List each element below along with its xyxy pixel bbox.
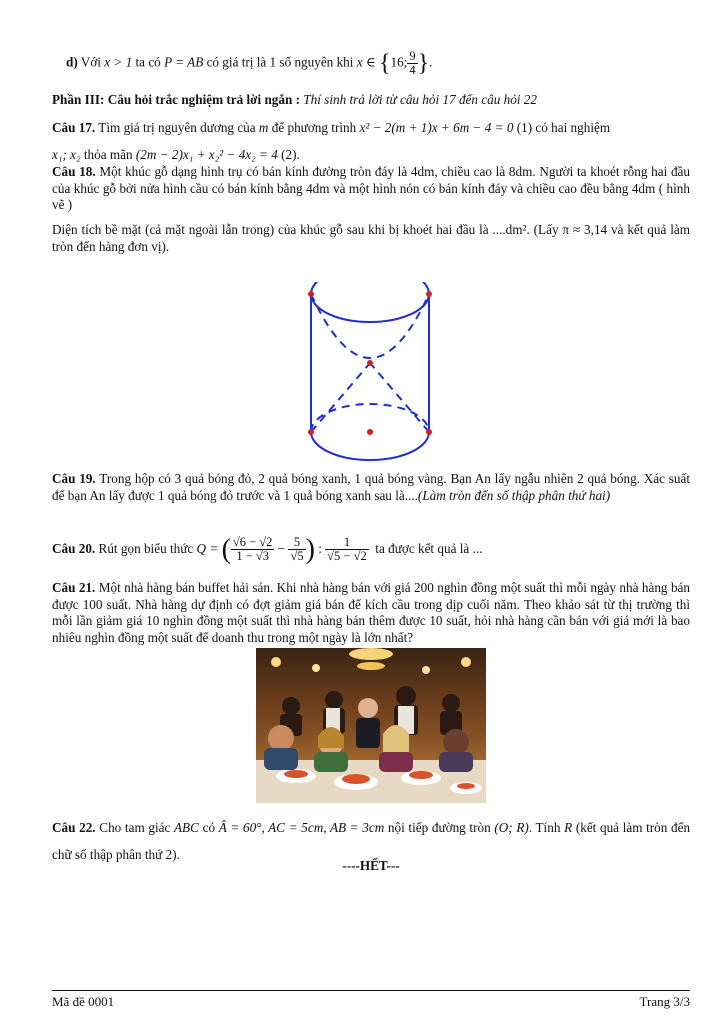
question-20: Câu 20. Rút gọn biểu thức Q = ( $\frac{√6 - √2}{1 - √3}$ − $\frac{5}{√5}$ ) : $\frac{1}{√5 - √2}$ ta được kết quả là ... (52, 533, 483, 565)
q20-label: Câu 20. (52, 541, 96, 556)
d-text2: ta có (135, 54, 161, 70)
cone-left (311, 363, 370, 432)
part3-heading (52, 92, 690, 109)
restaurant-illustration (256, 648, 486, 803)
q20-lhs: Q = (196, 541, 219, 556)
question-21 (52, 580, 690, 646)
q18-text: Một khúc gỗ dạng hình trụ có bán kính đường tròn đáy là 4dm, chiều cao là 8dm. Người ta khoét rỗng hai đầu của khúc gỗ bởi nửa hình cầu có bán kính bằng 4dm và một hình nón có bán kính đáy và chiều cao đều bằng 4dm ( hình vẽ ) (52, 164, 691, 212)
point-apex (367, 360, 373, 366)
q20-frac2: $\frac{5}{√5}$ (290, 535, 304, 564)
q17-text1: Tìm giá trị nguyên dương của (98, 120, 256, 135)
q21-text: Một nhà hàng bán buffet hải sản. Khi nhà hàng bán với giá 200 nghìn đồng một suất thì mỗi ngày nhà hàng bán được 100 suất. Nhà hàng dự định có đợt giảm giá bán để kích cầu trong dịp cuối năm. Theo khảo sát từ thị trường thì mỗi lần giảm giá 10 nghìn đồng một suất thì nhà hàng bán thêm được 10 suất, hỏi nhà hàng cần bán với giá mới là bao nhiêu nghìn đồng một suất để doanh thu trong một ngày là lớn nhất? (52, 580, 690, 645)
part3-instruction: Thí sinh trả lời từ câu hỏi 17 đến câu hỏi 22 (303, 92, 537, 107)
question-17 (52, 114, 690, 168)
point-top-left (308, 291, 314, 297)
q17-text5: (2). (281, 147, 300, 162)
top-ellipse (311, 282, 429, 322)
q17-text2: để phương trình (271, 120, 357, 135)
bottom-ellipse-front (311, 432, 429, 460)
q22-text5: (kết quả làm tròn đến chữ số thập phân thứ 2). (52, 820, 691, 862)
footer-rule (52, 990, 690, 991)
d-label: d) (66, 54, 78, 70)
point-bottom-right (426, 429, 432, 435)
q18-label: Câu 18. (52, 164, 96, 179)
q17-condition: (2m − 2)x₁ + x₂² − 4x₂ = 4 (135, 147, 278, 162)
q22-text3: nội tiếp đường tròn (387, 820, 491, 835)
point-bottom-left (308, 429, 314, 435)
q20-text1: Rút gọn biểu thức (98, 541, 194, 556)
q22-label: Câu 22. (52, 820, 96, 835)
d-set-prefix: x ∈ (356, 54, 376, 70)
restaurant-scene (256, 648, 486, 803)
question-18-part2 (52, 222, 690, 255)
question-18 (52, 164, 690, 214)
q21-label: Câu 21. (52, 580, 96, 595)
d-frac: $\frac{9}{4}$ (409, 49, 416, 77)
q17-text4: thỏa mãn (83, 147, 133, 162)
q17-roots: x₁; x₂ (52, 147, 81, 162)
d-text1: Với (80, 54, 101, 70)
point-top-right (426, 291, 432, 297)
cone-right (370, 363, 429, 432)
q22-circle: (O; R) (494, 820, 529, 835)
q17-label: Câu 17. (52, 120, 96, 135)
q19-text: Trong hộp có 3 quả bóng đỏ, 2 quả bóng xanh, 1 quả bóng vàng. Bạn An lấy ngẫu nhiên 2 quả bóng. Xác suất để bạn An lấy được 1 quả bóng đỏ trước và 1 quả bóng xanh sau là.... (52, 471, 691, 503)
q20-frac3: $\frac{1}{√5 - √2}$ (327, 535, 367, 564)
part3-title: Phần III: Câu hỏi trắc nghiệm trả lời ngắn : (52, 92, 300, 107)
q17-text3: (1) có hai nghiệm (516, 120, 611, 135)
q22-text1: Cho tam giác (99, 820, 171, 835)
q18-text2: Diện tích bề mặt (cả mặt ngoài lẫn trong) của khúc gỗ sau khi bị khoét hai đầu là ....dm². (Lấy π ≈ 3,14 và kết quả làm tròn đến hàng đơn vị). (52, 222, 690, 254)
q17-equation: x² − 2(m + 1)x + 6m − 4 = 0 (359, 120, 514, 135)
d-expr: P = AB (164, 54, 204, 70)
d-text3: có giá trị là 1 số nguyên khi (206, 54, 354, 70)
footer-page-number: Trang 3/3 (639, 994, 690, 1009)
question-19 (52, 471, 690, 504)
q20-minus: − (277, 541, 286, 556)
end-mark: ----HẾT--- (342, 858, 400, 873)
hemisphere-curve (311, 294, 429, 358)
q22-var: R (564, 820, 573, 835)
point-bottom-center (367, 429, 373, 435)
q22-text2: có (202, 820, 216, 835)
d-set-a: 16; (390, 54, 408, 70)
bottom-ellipse-back (311, 404, 429, 432)
q19-label: Câu 19. (52, 471, 96, 486)
q22-given: Â = 60°, AC = 5cm, AB = 3cm (218, 820, 385, 835)
q22-tri: ABC (174, 820, 199, 835)
d-cond: x > 1 (104, 54, 133, 70)
cylinder-figure (302, 282, 442, 462)
q17-var: m (258, 120, 269, 135)
q20-text2: ta được kết quả là ... (375, 541, 483, 556)
footer-exam-code: Mã đề 0001 (52, 994, 115, 1009)
q22-text4: . Tính (528, 820, 561, 835)
d-line: d) Với x > 1 ta có P = AB có giá trị là 1 số nguyên khi x ∈ {16; $\frac{9}{4}$ }. (66, 49, 433, 77)
q19-note: (Làm tròn đến số thập phân thứ hai) (417, 487, 611, 503)
q20-colon: : (318, 541, 322, 556)
q20-frac1: $\frac{√6 - √2}{1 - √3}$ (232, 535, 273, 564)
